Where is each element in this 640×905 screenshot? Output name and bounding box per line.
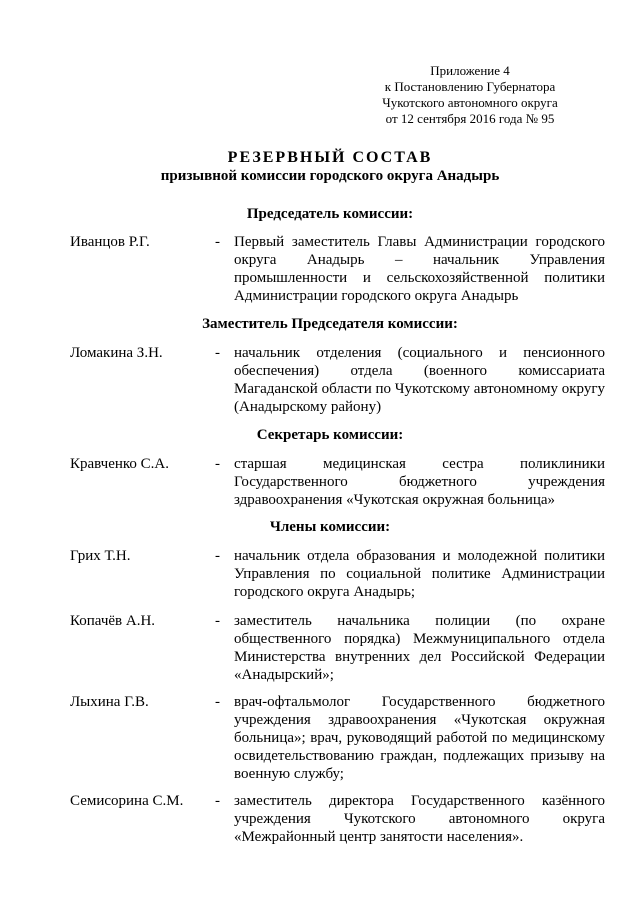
member-dash: - <box>215 548 220 564</box>
member-dash: - <box>215 234 220 250</box>
member-position: заместитель начальника полиции (по охране общественного порядка) Межмуниципального отдела Министерства внутренних дел Российской Федерации «Анадырский»; <box>234 613 605 683</box>
member-position: начальник отдела образования и молодежной политики Управления по социальной политике Администрации городского округа Анадырь; <box>234 548 605 600</box>
document-title: РЕЗЕРВНЫЙ СОСТАВ <box>227 149 433 166</box>
member-dash: - <box>215 694 220 710</box>
member-position: Первый заместитель Главы Администрации городского округа Анадырь – начальник Управления промышленности и сельскохозяйственной политики Администрации городского округа Анадырь <box>234 234 605 304</box>
member-name: Семисорина С.М. <box>70 793 184 809</box>
member-name: Ломакина З.Н. <box>70 345 163 361</box>
member-position: заместитель директора Государственного казённого учреждения Чукотского автономного округа «Межрайонный центр занятости населения». <box>234 793 605 845</box>
section-heading-deputy: Заместитель Председателя комиссии: <box>202 316 458 332</box>
member-name: Кравченко С.А. <box>70 456 170 472</box>
appendix-line-4: от 12 сентября 2016 года № 95 <box>385 111 555 126</box>
member-dash: - <box>215 793 220 809</box>
section-heading-chairman: Председатель комиссии: <box>246 206 414 222</box>
member-name: Иванцов Р.Г. <box>70 234 150 250</box>
member-name: Копачёв А.Н. <box>70 613 156 629</box>
section-heading-secretary: Секретарь комиссии: <box>256 427 404 443</box>
member-dash: - <box>215 456 220 472</box>
appendix-line-3: Чукотского автономного округа <box>382 95 558 110</box>
member-name: Грих Т.Н. <box>70 548 131 564</box>
document-subtitle: призывной комиссии городского округа Анадырь <box>160 168 500 184</box>
member-dash: - <box>215 613 220 629</box>
appendix-block <box>340 63 600 127</box>
member-position: старшая медицинская сестра поликлиники Государственного бюджетного учреждения здравоохранения «Чукотская окружная больница» <box>234 456 605 508</box>
member-dash: - <box>215 345 220 361</box>
member-position: врач-офтальмолог Государственного бюджетного учреждения здравоохранения «Чукотская окружная больница»; врач, руководящий работой по медицинскому освидетельствованию граждан, подлежащих призыву на военную службу; <box>234 694 605 782</box>
member-position: начальник отделения (социального и пенсионного обеспечения) отдела (военного комиссариата Магаданской области по Чукотскому автономному округу (Анадырскому району) <box>234 345 605 415</box>
appendix-line-1: Приложение 4 <box>430 63 510 78</box>
appendix-line-2: к Постановлению Губернатора <box>384 79 556 94</box>
section-heading-members: Члены комиссии: <box>269 519 391 535</box>
member-name: Лыхина Г.В. <box>70 694 149 710</box>
